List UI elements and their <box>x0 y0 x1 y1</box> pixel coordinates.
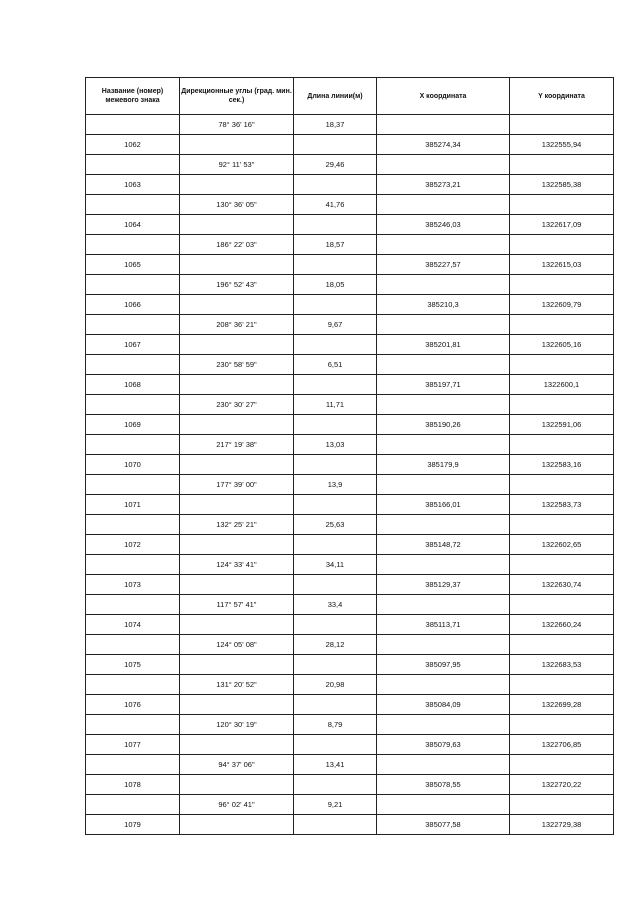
point-name-cell: 1073 <box>86 575 180 595</box>
point-length-cell <box>294 375 377 395</box>
point-length-cell <box>294 655 377 675</box>
segment-y-cell <box>510 395 614 415</box>
point-row <box>86 495 614 515</box>
segment-y-cell <box>510 435 614 455</box>
point-length-cell <box>294 335 377 355</box>
segment-row <box>86 555 614 575</box>
segment-x-cell <box>377 275 510 295</box>
point-angle-cell <box>180 775 294 795</box>
header-point-name: Название (номер) межевого знака <box>86 78 180 115</box>
segment-y-cell <box>510 195 614 215</box>
segment-name-cell <box>86 195 180 215</box>
header-x-coordinate: X координата <box>377 78 510 115</box>
x-coordinate-cell: 385197,71 <box>377 375 510 395</box>
segment-row <box>86 635 614 655</box>
direction-angle-cell: 131° 20' 52" <box>180 675 294 695</box>
point-name-cell: 1070 <box>86 455 180 475</box>
line-length-cell: 18,57 <box>294 235 377 255</box>
point-length-cell <box>294 455 377 475</box>
direction-angle-cell: 230° 30' 27" <box>180 395 294 415</box>
line-length-cell: 41,76 <box>294 195 377 215</box>
segment-y-cell <box>510 355 614 375</box>
segment-row <box>86 235 614 255</box>
point-row <box>86 455 614 475</box>
segment-x-cell <box>377 355 510 375</box>
point-length-cell <box>294 175 377 195</box>
point-angle-cell <box>180 535 294 555</box>
point-row <box>86 575 614 595</box>
point-length-cell <box>294 695 377 715</box>
point-length-cell <box>294 615 377 635</box>
point-row <box>86 735 614 755</box>
point-row <box>86 255 614 275</box>
y-coordinate-cell: 1322591,06 <box>510 415 614 435</box>
segment-name-cell <box>86 115 180 135</box>
segment-y-cell <box>510 795 614 815</box>
segment-y-cell <box>510 275 614 295</box>
x-coordinate-cell: 385273,21 <box>377 175 510 195</box>
y-coordinate-cell: 1322720,22 <box>510 775 614 795</box>
y-coordinate-cell: 1322583,16 <box>510 455 614 475</box>
x-coordinate-cell: 385078,55 <box>377 775 510 795</box>
direction-angle-cell: 78° 36' 16" <box>180 115 294 135</box>
segment-row <box>86 515 614 535</box>
header-y-coordinate: Y координата <box>510 78 614 115</box>
point-row <box>86 415 614 435</box>
point-angle-cell <box>180 335 294 355</box>
segment-row <box>86 195 614 215</box>
direction-angle-cell: 177° 39' 00" <box>180 475 294 495</box>
y-coordinate-cell: 1322602,65 <box>510 535 614 555</box>
segment-x-cell <box>377 195 510 215</box>
point-angle-cell <box>180 695 294 715</box>
point-name-cell: 1068 <box>86 375 180 395</box>
segment-x-cell <box>377 115 510 135</box>
line-length-cell: 25,63 <box>294 515 377 535</box>
line-length-cell: 11,71 <box>294 395 377 415</box>
point-name-cell: 1071 <box>86 495 180 515</box>
direction-angle-cell: 120° 30' 19" <box>180 715 294 735</box>
segment-x-cell <box>377 795 510 815</box>
segment-y-cell <box>510 155 614 175</box>
line-length-cell: 9,21 <box>294 795 377 815</box>
segment-name-cell <box>86 275 180 295</box>
segment-row <box>86 715 614 735</box>
point-angle-cell <box>180 455 294 475</box>
point-angle-cell <box>180 575 294 595</box>
point-name-cell: 1062 <box>86 135 180 155</box>
segment-y-cell <box>510 115 614 135</box>
point-row <box>86 775 614 795</box>
segment-x-cell <box>377 595 510 615</box>
point-name-cell: 1078 <box>86 775 180 795</box>
point-row <box>86 815 614 835</box>
segment-name-cell <box>86 355 180 375</box>
line-length-cell: 28,12 <box>294 635 377 655</box>
point-angle-cell <box>180 415 294 435</box>
x-coordinate-cell: 385079,63 <box>377 735 510 755</box>
y-coordinate-cell: 1322729,38 <box>510 815 614 835</box>
direction-angle-cell: 130° 36' 05" <box>180 195 294 215</box>
point-angle-cell <box>180 615 294 635</box>
segment-x-cell <box>377 155 510 175</box>
segment-name-cell <box>86 555 180 575</box>
segment-y-cell <box>510 235 614 255</box>
point-name-cell: 1076 <box>86 695 180 715</box>
segment-y-cell <box>510 755 614 775</box>
point-name-cell: 1072 <box>86 535 180 555</box>
x-coordinate-cell: 385210,3 <box>377 295 510 315</box>
point-length-cell <box>294 295 377 315</box>
segment-name-cell <box>86 315 180 335</box>
x-coordinate-cell: 385097,95 <box>377 655 510 675</box>
segment-y-cell <box>510 315 614 335</box>
header-direction-angle: Дирекционные углы (град. мин. сек.) <box>180 78 294 115</box>
line-length-cell: 13,41 <box>294 755 377 775</box>
point-row <box>86 695 614 715</box>
segment-name-cell <box>86 675 180 695</box>
point-name-cell: 1069 <box>86 415 180 435</box>
x-coordinate-cell: 385077,58 <box>377 815 510 835</box>
point-row <box>86 215 614 235</box>
y-coordinate-cell: 1322660,24 <box>510 615 614 635</box>
segment-row <box>86 275 614 295</box>
segment-row <box>86 795 614 815</box>
table-header <box>86 78 614 115</box>
segment-y-cell <box>510 715 614 735</box>
line-length-cell: 8,79 <box>294 715 377 735</box>
header-row <box>86 78 614 115</box>
segment-row <box>86 675 614 695</box>
y-coordinate-cell: 1322630,74 <box>510 575 614 595</box>
y-coordinate-cell: 1322699,28 <box>510 695 614 715</box>
point-name-cell: 1066 <box>86 295 180 315</box>
point-angle-cell <box>180 735 294 755</box>
segment-row <box>86 315 614 335</box>
line-length-cell: 9,67 <box>294 315 377 335</box>
line-length-cell: 6,51 <box>294 355 377 375</box>
point-row <box>86 135 614 155</box>
y-coordinate-cell: 1322600,1 <box>510 375 614 395</box>
point-angle-cell <box>180 215 294 235</box>
segment-x-cell <box>377 315 510 335</box>
direction-angle-cell: 96° 02' 41" <box>180 795 294 815</box>
segment-y-cell <box>510 555 614 575</box>
segment-x-cell <box>377 555 510 575</box>
point-row <box>86 175 614 195</box>
direction-angle-cell: 217° 19' 38" <box>180 435 294 455</box>
point-length-cell <box>294 815 377 835</box>
point-angle-cell <box>180 815 294 835</box>
segment-row <box>86 435 614 455</box>
point-angle-cell <box>180 655 294 675</box>
segment-y-cell <box>510 595 614 615</box>
line-length-cell: 13,03 <box>294 435 377 455</box>
segment-row <box>86 755 614 775</box>
point-length-cell <box>294 575 377 595</box>
y-coordinate-cell: 1322555,94 <box>510 135 614 155</box>
segment-name-cell <box>86 595 180 615</box>
point-name-cell: 1077 <box>86 735 180 755</box>
segment-name-cell <box>86 235 180 255</box>
point-name-cell: 1075 <box>86 655 180 675</box>
x-coordinate-cell: 385274,34 <box>377 135 510 155</box>
x-coordinate-cell: 385084,09 <box>377 695 510 715</box>
direction-angle-cell: 208° 36' 21" <box>180 315 294 335</box>
point-row <box>86 375 614 395</box>
table-body <box>86 115 614 835</box>
y-coordinate-cell: 1322583,73 <box>510 495 614 515</box>
segment-name-cell <box>86 515 180 535</box>
line-length-cell: 34,11 <box>294 555 377 575</box>
x-coordinate-cell: 385190,26 <box>377 415 510 435</box>
segment-name-cell <box>86 435 180 455</box>
point-angle-cell <box>180 375 294 395</box>
line-length-cell: 18,05 <box>294 275 377 295</box>
segment-x-cell <box>377 515 510 535</box>
line-length-cell: 20,98 <box>294 675 377 695</box>
segment-name-cell <box>86 635 180 655</box>
point-angle-cell <box>180 175 294 195</box>
segment-x-cell <box>377 435 510 455</box>
direction-angle-cell: 92° 11' 53" <box>180 155 294 175</box>
segment-x-cell <box>377 715 510 735</box>
direction-angle-cell: 117° 57' 41" <box>180 595 294 615</box>
point-length-cell <box>294 775 377 795</box>
x-coordinate-cell: 385201,81 <box>377 335 510 355</box>
segment-y-cell <box>510 475 614 495</box>
y-coordinate-cell: 1322605,16 <box>510 335 614 355</box>
segment-row <box>86 355 614 375</box>
direction-angle-cell: 124° 33' 41" <box>180 555 294 575</box>
segment-name-cell <box>86 395 180 415</box>
segment-row <box>86 115 614 135</box>
point-angle-cell <box>180 135 294 155</box>
point-length-cell <box>294 535 377 555</box>
y-coordinate-cell: 1322617,09 <box>510 215 614 235</box>
segment-x-cell <box>377 395 510 415</box>
line-length-cell: 18,37 <box>294 115 377 135</box>
y-coordinate-cell: 1322706,85 <box>510 735 614 755</box>
point-row <box>86 295 614 315</box>
segment-row <box>86 155 614 175</box>
point-name-cell: 1074 <box>86 615 180 635</box>
x-coordinate-cell: 385148,72 <box>377 535 510 555</box>
point-name-cell: 1063 <box>86 175 180 195</box>
boundary-coordinates-table <box>85 77 614 835</box>
point-length-cell <box>294 215 377 235</box>
segment-name-cell <box>86 155 180 175</box>
segment-name-cell <box>86 475 180 495</box>
direction-angle-cell: 230° 58' 59" <box>180 355 294 375</box>
line-length-cell: 13,9 <box>294 475 377 495</box>
y-coordinate-cell: 1322585,38 <box>510 175 614 195</box>
line-length-cell: 33,4 <box>294 595 377 615</box>
segment-row <box>86 595 614 615</box>
segment-row <box>86 475 614 495</box>
point-length-cell <box>294 415 377 435</box>
segment-y-cell <box>510 675 614 695</box>
segment-x-cell <box>377 755 510 775</box>
direction-angle-cell: 186° 22' 03" <box>180 235 294 255</box>
point-name-cell: 1064 <box>86 215 180 235</box>
segment-name-cell <box>86 755 180 775</box>
header-line-length: Длина линии(м) <box>294 78 377 115</box>
point-row <box>86 655 614 675</box>
y-coordinate-cell: 1322683,53 <box>510 655 614 675</box>
point-name-cell: 1065 <box>86 255 180 275</box>
y-coordinate-cell: 1322615,03 <box>510 255 614 275</box>
point-length-cell <box>294 495 377 515</box>
point-row <box>86 615 614 635</box>
segment-x-cell <box>377 235 510 255</box>
segment-row <box>86 395 614 415</box>
point-row <box>86 535 614 555</box>
point-length-cell <box>294 735 377 755</box>
point-name-cell: 1067 <box>86 335 180 355</box>
segment-y-cell <box>510 635 614 655</box>
x-coordinate-cell: 385246,03 <box>377 215 510 235</box>
segment-y-cell <box>510 515 614 535</box>
point-angle-cell <box>180 495 294 515</box>
segment-name-cell <box>86 795 180 815</box>
direction-angle-cell: 132° 25' 21" <box>180 515 294 535</box>
point-angle-cell <box>180 295 294 315</box>
x-coordinate-cell: 385166,01 <box>377 495 510 515</box>
segment-x-cell <box>377 675 510 695</box>
point-name-cell: 1079 <box>86 815 180 835</box>
point-angle-cell <box>180 255 294 275</box>
x-coordinate-cell: 385129,37 <box>377 575 510 595</box>
direction-angle-cell: 196° 52' 43" <box>180 275 294 295</box>
direction-angle-cell: 124° 05' 08" <box>180 635 294 655</box>
point-row <box>86 335 614 355</box>
point-length-cell <box>294 135 377 155</box>
point-length-cell <box>294 255 377 275</box>
x-coordinate-cell: 385113,71 <box>377 615 510 635</box>
segment-x-cell <box>377 475 510 495</box>
y-coordinate-cell: 1322609,79 <box>510 295 614 315</box>
direction-angle-cell: 94° 37' 06" <box>180 755 294 775</box>
x-coordinate-cell: 385227,57 <box>377 255 510 275</box>
line-length-cell: 29,46 <box>294 155 377 175</box>
segment-x-cell <box>377 635 510 655</box>
x-coordinate-cell: 385179,9 <box>377 455 510 475</box>
segment-name-cell <box>86 715 180 735</box>
